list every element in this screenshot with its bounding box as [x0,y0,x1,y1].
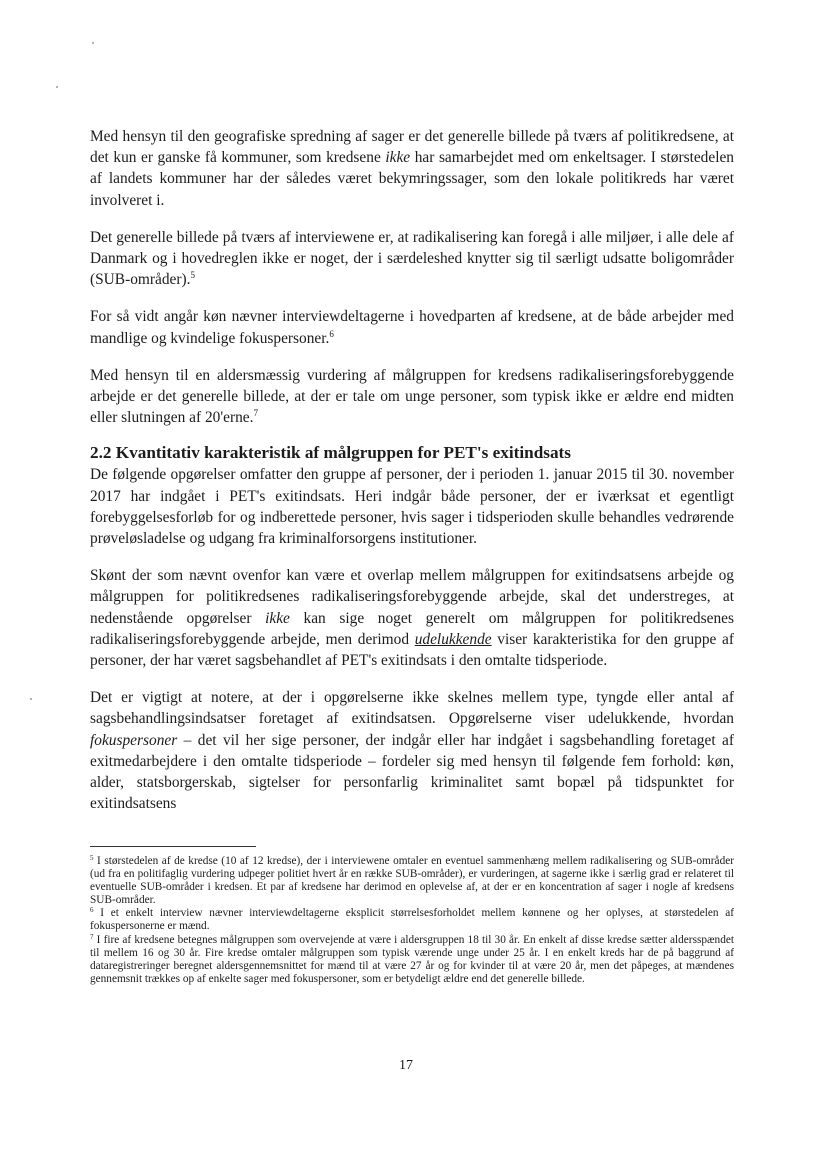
footnote-6: $^6$ I et enkelt interview nævner interviewdeltagerne eksplicit størrelsesforholdet mellem kønnene og her oplyses, at størstedelen af fokuspersonerne er mænd. [90,906,735,933]
scan-speck [92,42,94,44]
footnote-ref-5[interactable]: 5 [190,270,195,281]
paragraph-alder: Med hensyn til en aldersmæssig vurdering af målgruppen for kredsens radikaliseringsforebyggende arbejde er det generelle billede, at der er tale om unge personer, som typisk ikke er ældre end midten eller slutningen af 20'erne.$^7$ [90,366,734,427]
emphasis: fokuspersoner [90,731,178,749]
section-heading: 2.2 Kvantitativ karakteristik af målgruppen for PET's exitindsats [90,443,571,463]
paragraph-geografisk-spredning: Med hensyn til den geografiske spredning af sager er det generelle billede på tværs af politikredsene, at det kun er ganske få kommuner, som kredsene ikke har samarbejdet med om enkeltsager. I størstedelen af landets kommuner har der således været bekymringssager, som den lokale politikreds har været involveret i. [90,128,735,209]
paragraph-koen: For så vidt angår køn nævner interviewdeltagerne i hovedparten af kredsene, at de både arbejder med mandlige og kvindelige fokuspersoner.$^6$ [90,308,734,347]
paragraph-vigtigt-at-notere: Det er vigtigt at notere, at der i opgørelserne ikke skelnes mellem type, tyngde eller antal af sagsbehandlingsindsatser foretaget af exitindsatsen. Opgørelserne viser udelukkende, hvordan fokuspersoner – det vil her sige personer, der indgår eller har indgået i sagsbehandling foretaget af exitmedarbejdere i den omtalte tidsperiode – fordeler sig med hensyn til følgende fem forhold: køn, alder, statsborgerskab, sigtelser for personfarlig kriminalitet samt bopæl på tidspunktet for exitindsatsens [90,689,734,813]
footnote-7: $^7$ I fire af kredsene betegnes målgruppen som overvejende at være i aldersgruppen 18 til 30 år. En enkelt af disse kredse sætter aldersspændet til mellem 16 og 30 år. Fire kredse omtaler målgruppen som typisk værende unge under 25 år. I en enkelt kreds har de på baggrund af dataregistreringer beregnet aldersgennemsnittet for mænd til at være 27 år og for kvinder til at være 20 år, men det påpeges, at mændenes gennemsnit trækkes op af enkelte sager med fokuspersoner, som er betydeligt ældre end det generelle billede. [90,932,734,985]
footnote-separator [90,846,256,847]
emphasis-underlined: udelukkende [414,630,492,648]
paragraph-radikalisering-miljoeer: Det generelle billede på tværs af interviewene er, at radikalisering kan foregå i alle miljøer, i alle dele af Danmark og i hovedreglen ikke er noget, der i særdeleshed knytter sig til særligt udsatte boligområder (SUB-områder).$^5$ [90,228,734,289]
footnotes [90,855,734,986]
document-body [90,126,734,814]
scan-speck [30,698,32,700]
footnote-ref-6[interactable]: 6 [329,328,334,339]
paragraph-opgoerelser: De følgende opgørelser omfatter den gruppe af personer, der i perioden 1. januar 2015 til 30. november 2017 har indgået i PET's exitindsats. Heri indgår både personer, der er iværksat et egentligt forebyggelsesforløb for og indberettede personer, hvis sager i tidsperioden skulle behandles vedrørende prøveløsladelse og udgang fra kriminalforsorgens institutioner. [90,466,734,548]
footnote-5: $^5$ I størstedelen af de kredse (10 af 12 kredse), der i interviewene omtaler en eventuel sammenhæng mellem radikalisering og SUB-områder (ud fra en politifaglig vurdering udpeger politiet hvert år en række SUB-områder), er vurderingen, at sagerne ikke i særlig grad er relateret til eventuelle SUB-områder i kredsen. Et par af kredsene har derimod en oplevelse af, at der er en koncentration af sager i nogle af kredsens SUB-områder. [90,854,734,907]
paragraph-overlap: Skønt der som nævnt ovenfor kan være et overlap mellem målgruppen for exitindsatsens arbejde og målgruppen for politikredsenes radikaliseringsforebyggende arbejde, skal det understreges, at nedenstående opgørelser ikke kan sige noget generelt om målgruppen for politikredsenes radikaliseringsforebyggende arbejde, men derimod udelukkende viser karakteristika for den gruppe af personer, der har været sagsbehandlet af PET's exitindsats i den omtalte tidsperiode. [90,567,734,670]
scan-speck [56,86,58,88]
emphasis: ikke [265,609,290,627]
page-number: 17 [399,1058,413,1073]
emphasis: ikke [385,149,411,167]
footnote-ref-7[interactable]: 7 [253,408,258,419]
